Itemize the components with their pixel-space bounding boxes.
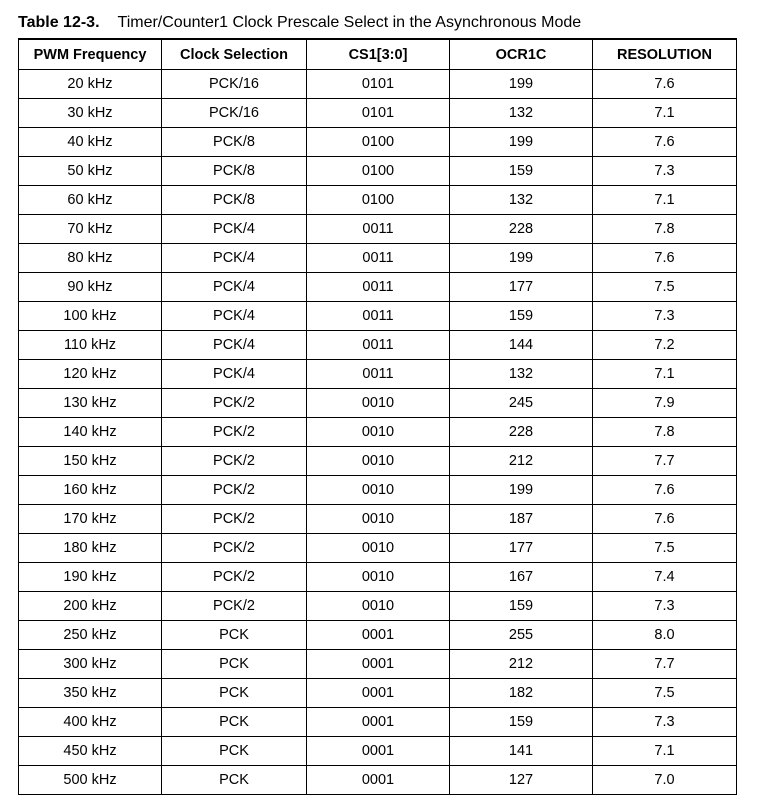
resolution-cell: 7.6: [593, 505, 737, 534]
ocr1c-cell: 159: [450, 157, 593, 186]
cs1-cell: 0010: [307, 447, 450, 476]
ocr1c-cell: 144: [450, 331, 593, 360]
pwm-frequency-cell: 350 kHz: [19, 679, 162, 708]
table-row: [19, 70, 737, 99]
ocr1c-cell: 182: [450, 679, 593, 708]
ocr1c-cell: 159: [450, 302, 593, 331]
table-row: [19, 766, 737, 795]
cs1-cell: 0011: [307, 244, 450, 273]
header-ocr1c: OCR1C: [450, 39, 593, 70]
pwm-frequency-cell: 300 kHz: [19, 650, 162, 679]
resolution-cell: 7.0: [593, 766, 737, 795]
pwm-frequency-cell: 180 kHz: [19, 534, 162, 563]
cs1-cell: 0001: [307, 708, 450, 737]
pwm-frequency-cell: 70 kHz: [19, 215, 162, 244]
pwm-frequency-cell: 30 kHz: [19, 99, 162, 128]
resolution-cell: 7.6: [593, 476, 737, 505]
ocr1c-cell: 187: [450, 505, 593, 534]
ocr1c-cell: 141: [450, 737, 593, 766]
pwm-frequency-cell: 120 kHz: [19, 360, 162, 389]
clock-selection-cell: PCK/2: [162, 563, 307, 592]
pwm-frequency-cell: 40 kHz: [19, 128, 162, 157]
resolution-cell: 7.6: [593, 70, 737, 99]
clock-selection-cell: PCK/16: [162, 99, 307, 128]
cs1-cell: 0011: [307, 302, 450, 331]
clock-selection-cell: PCK: [162, 679, 307, 708]
table-row: [19, 360, 737, 389]
resolution-cell: 7.5: [593, 679, 737, 708]
table-row: [19, 621, 737, 650]
pwm-frequency-cell: 100 kHz: [19, 302, 162, 331]
pwm-frequency-cell: 50 kHz: [19, 157, 162, 186]
table-row: [19, 447, 737, 476]
cs1-cell: 0010: [307, 563, 450, 592]
clock-selection-cell: PCK/4: [162, 273, 307, 302]
resolution-cell: 7.5: [593, 273, 737, 302]
resolution-cell: 7.3: [593, 708, 737, 737]
ocr1c-cell: 199: [450, 128, 593, 157]
table-row: [19, 505, 737, 534]
table-number: Table 12-3.: [18, 14, 100, 31]
ocr1c-cell: 199: [450, 70, 593, 99]
clock-selection-cell: PCK/4: [162, 360, 307, 389]
header-clock-selection: Clock Selection: [162, 39, 307, 70]
resolution-cell: 7.9: [593, 389, 737, 418]
table-row: [19, 128, 737, 157]
pwm-frequency-cell: 90 kHz: [19, 273, 162, 302]
clock-selection-cell: PCK/8: [162, 157, 307, 186]
resolution-cell: 7.1: [593, 99, 737, 128]
ocr1c-cell: 245: [450, 389, 593, 418]
clock-selection-cell: PCK: [162, 650, 307, 679]
ocr1c-cell: 199: [450, 244, 593, 273]
table-row: [19, 708, 737, 737]
ocr1c-cell: 212: [450, 447, 593, 476]
resolution-cell: 7.1: [593, 360, 737, 389]
cs1-cell: 0010: [307, 534, 450, 563]
resolution-cell: 7.1: [593, 737, 737, 766]
clock-selection-cell: PCK/8: [162, 186, 307, 215]
pwm-frequency-cell: 450 kHz: [19, 737, 162, 766]
table-title: Timer/Counter1 Clock Prescale Select in the Asynchronous Mode: [117, 14, 582, 31]
clock-selection-cell: PCK/4: [162, 302, 307, 331]
cs1-cell: 0010: [307, 592, 450, 621]
clock-selection-cell: PCK/2: [162, 389, 307, 418]
ocr1c-cell: 132: [450, 360, 593, 389]
clock-selection-cell: PCK: [162, 737, 307, 766]
resolution-cell: 7.8: [593, 215, 737, 244]
pwm-frequency-cell: 170 kHz: [19, 505, 162, 534]
resolution-cell: 7.8: [593, 418, 737, 447]
clock-selection-cell: PCK: [162, 621, 307, 650]
table-row: [19, 244, 737, 273]
resolution-cell: 7.6: [593, 244, 737, 273]
pwm-frequency-cell: 140 kHz: [19, 418, 162, 447]
cs1-cell: 0001: [307, 737, 450, 766]
ocr1c-cell: 177: [450, 273, 593, 302]
ocr1c-cell: 255: [450, 621, 593, 650]
cs1-cell: 0011: [307, 360, 450, 389]
pwm-frequency-cell: 500 kHz: [19, 766, 162, 795]
clock-selection-cell: PCK/2: [162, 447, 307, 476]
pwm-frequency-cell: 400 kHz: [19, 708, 162, 737]
resolution-cell: 7.4: [593, 563, 737, 592]
resolution-cell: 7.7: [593, 447, 737, 476]
resolution-cell: 7.1: [593, 186, 737, 215]
ocr1c-cell: 228: [450, 418, 593, 447]
resolution-cell: 7.6: [593, 128, 737, 157]
table-row: [19, 679, 737, 708]
clock-selection-cell: PCK/2: [162, 418, 307, 447]
ocr1c-cell: 159: [450, 592, 593, 621]
table-row: [19, 99, 737, 128]
pwm-frequency-cell: 250 kHz: [19, 621, 162, 650]
clock-selection-cell: PCK/2: [162, 534, 307, 563]
table-body: [19, 70, 737, 795]
header-pwm-frequency: PWM Frequency: [19, 39, 162, 70]
resolution-cell: 8.0: [593, 621, 737, 650]
cs1-cell: 0010: [307, 418, 450, 447]
cs1-cell: 0101: [307, 70, 450, 99]
ocr1c-cell: 177: [450, 534, 593, 563]
clock-selection-cell: PCK/4: [162, 331, 307, 360]
pwm-frequency-cell: 110 kHz: [19, 331, 162, 360]
ocr1c-cell: 212: [450, 650, 593, 679]
cs1-cell: 0101: [307, 99, 450, 128]
resolution-cell: 7.3: [593, 592, 737, 621]
table-row: [19, 534, 737, 563]
clock-selection-cell: PCK/4: [162, 244, 307, 273]
pwm-frequency-cell: 130 kHz: [19, 389, 162, 418]
cs1-cell: 0100: [307, 186, 450, 215]
ocr1c-cell: 132: [450, 99, 593, 128]
clock-selection-cell: PCK: [162, 766, 307, 795]
clock-selection-cell: PCK/2: [162, 476, 307, 505]
cs1-cell: 0010: [307, 476, 450, 505]
header-row: [19, 39, 737, 70]
table-row: [19, 592, 737, 621]
ocr1c-cell: 127: [450, 766, 593, 795]
pwm-frequency-cell: 190 kHz: [19, 563, 162, 592]
ocr1c-cell: 132: [450, 186, 593, 215]
ocr1c-cell: 228: [450, 215, 593, 244]
prescale-table: [18, 38, 737, 795]
header-cs1: CS1[3:0]: [307, 39, 450, 70]
cs1-cell: 0001: [307, 766, 450, 795]
cs1-cell: 0011: [307, 273, 450, 302]
table-row: [19, 273, 737, 302]
pwm-frequency-cell: 80 kHz: [19, 244, 162, 273]
table-row: [19, 563, 737, 592]
table-row: [19, 389, 737, 418]
resolution-cell: 7.3: [593, 157, 737, 186]
table-caption: [18, 12, 581, 34]
table-row: [19, 650, 737, 679]
resolution-cell: 7.5: [593, 534, 737, 563]
table-row: [19, 737, 737, 766]
table-row: [19, 476, 737, 505]
clock-selection-cell: PCK/16: [162, 70, 307, 99]
pwm-frequency-cell: 160 kHz: [19, 476, 162, 505]
table-row: [19, 157, 737, 186]
resolution-cell: 7.2: [593, 331, 737, 360]
table-row: [19, 186, 737, 215]
ocr1c-cell: 167: [450, 563, 593, 592]
clock-selection-cell: PCK/2: [162, 592, 307, 621]
cs1-cell: 0010: [307, 505, 450, 534]
clock-selection-cell: PCK: [162, 708, 307, 737]
table-row: [19, 331, 737, 360]
table-row: [19, 302, 737, 331]
resolution-cell: 7.3: [593, 302, 737, 331]
resolution-cell: 7.7: [593, 650, 737, 679]
clock-selection-cell: PCK/8: [162, 128, 307, 157]
ocr1c-cell: 159: [450, 708, 593, 737]
ocr1c-cell: 199: [450, 476, 593, 505]
pwm-frequency-cell: 150 kHz: [19, 447, 162, 476]
table-row: [19, 215, 737, 244]
clock-selection-cell: PCK/2: [162, 505, 307, 534]
cs1-cell: 0001: [307, 621, 450, 650]
cs1-cell: 0011: [307, 215, 450, 244]
pwm-frequency-cell: 200 kHz: [19, 592, 162, 621]
pwm-frequency-cell: 60 kHz: [19, 186, 162, 215]
clock-selection-cell: PCK/4: [162, 215, 307, 244]
table-row: [19, 418, 737, 447]
cs1-cell: 0100: [307, 157, 450, 186]
cs1-cell: 0010: [307, 389, 450, 418]
header-resolution: RESOLUTION: [593, 39, 737, 70]
cs1-cell: 0011: [307, 331, 450, 360]
cs1-cell: 0001: [307, 679, 450, 708]
cs1-cell: 0100: [307, 128, 450, 157]
pwm-frequency-cell: 20 kHz: [19, 70, 162, 99]
cs1-cell: 0001: [307, 650, 450, 679]
